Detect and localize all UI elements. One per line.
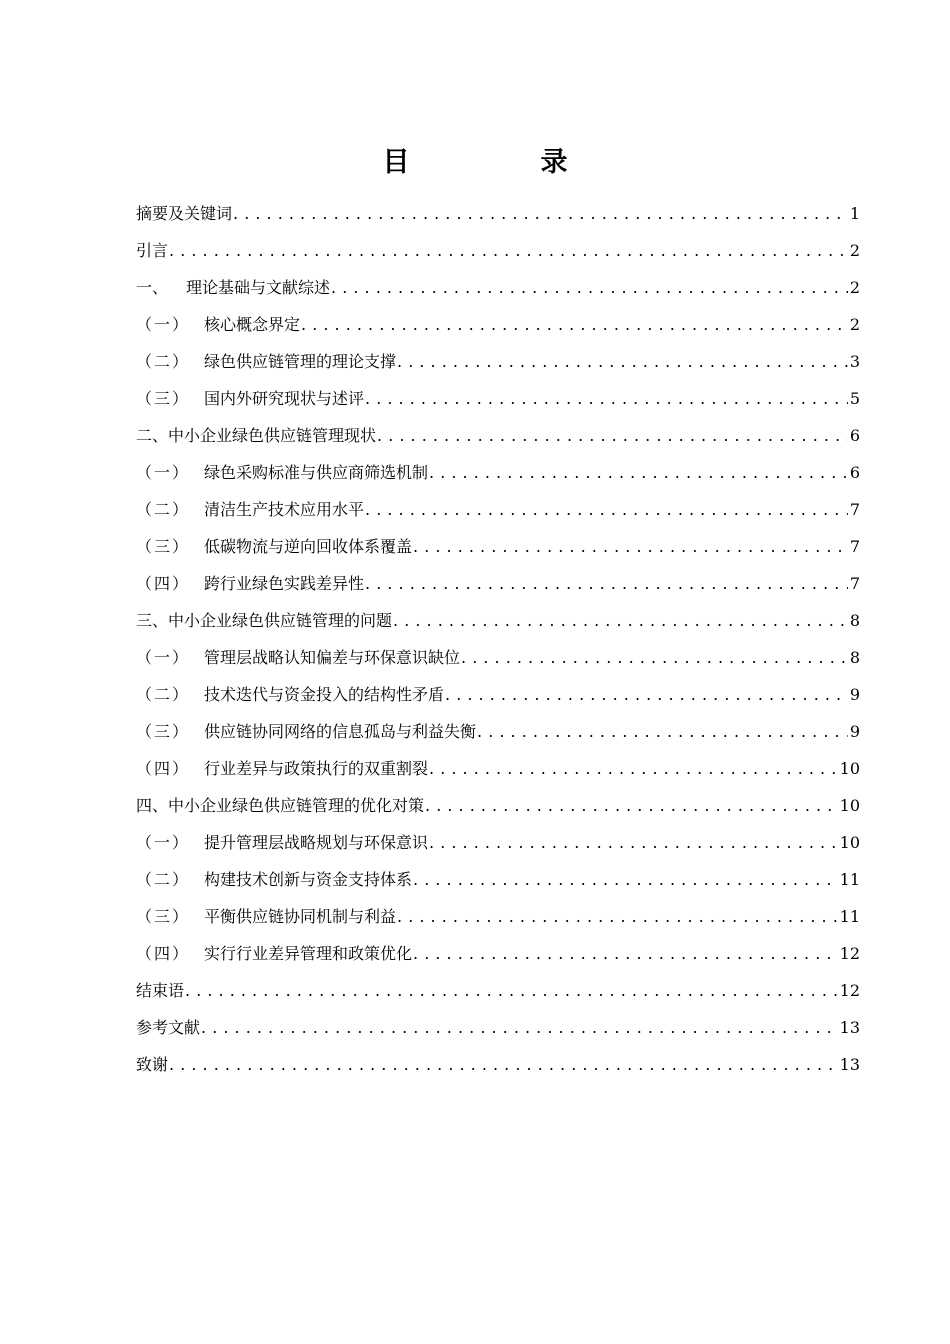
dot-leader [365, 380, 848, 417]
toc-entry-page: 10 [839, 796, 860, 815]
toc-entry-title: 致谢 [136, 1055, 169, 1074]
toc-entry-title: 构建技术创新与资金支持体系 [204, 870, 413, 889]
toc-entry[interactable] [136, 935, 860, 972]
dot-leader [233, 195, 848, 232]
dot-leader [413, 935, 838, 972]
dot-leader [169, 232, 848, 269]
toc-entry-number: （四） [136, 759, 191, 778]
toc-entry-title: 二、中小企业绿色供应链管理现状 [136, 426, 377, 445]
toc-entry-number: （二） [136, 352, 191, 371]
toc-entry-title: 提升管理层战略规划与环保意识 [204, 833, 429, 852]
dot-leader [477, 713, 848, 750]
toc-entry-title: 低碳物流与逆向回收体系覆盖 [204, 537, 413, 556]
toc-entry-title: 引言 [136, 241, 169, 260]
toc-entry[interactable] [136, 269, 860, 306]
toc-entry-title: 结束语 [136, 981, 185, 1000]
toc-entry-title: 实行行业差异管理和政策优化 [204, 944, 413, 963]
dot-leader [413, 528, 848, 565]
table-of-contents [136, 195, 860, 1083]
toc-entry-page: 8 [849, 611, 860, 630]
toc-entry-number: （三） [136, 389, 191, 408]
toc-entry-page: 6 [849, 463, 860, 482]
toc-entry[interactable] [136, 491, 860, 528]
dot-leader [461, 639, 848, 676]
toc-entry[interactable] [136, 713, 860, 750]
toc-entry-title: 理论基础与文献综述 [186, 278, 331, 297]
toc-entry-page: 2 [849, 315, 860, 334]
toc-entry[interactable] [136, 602, 860, 639]
toc-entry[interactable] [136, 195, 860, 232]
dot-leader [429, 454, 848, 491]
dot-leader [429, 824, 838, 861]
dot-leader [393, 602, 848, 639]
dot-leader [413, 861, 838, 898]
toc-entry-title: 技术迭代与资金投入的结构性矛盾 [204, 685, 445, 704]
toc-entry-number: （三） [136, 722, 191, 741]
toc-entry-page: 11 [839, 907, 860, 926]
dot-leader [201, 1009, 838, 1046]
toc-entry-title: 平衡供应链协同机制与利益 [204, 907, 397, 926]
toc-entry[interactable] [136, 898, 860, 935]
toc-entry-page: 12 [839, 981, 860, 1000]
dot-leader [429, 750, 838, 787]
toc-entry-title: 跨行业绿色实践差异性 [204, 574, 365, 593]
toc-entry-page: 3 [849, 352, 860, 371]
dot-leader [445, 676, 848, 713]
toc-entry-page: 13 [839, 1018, 860, 1037]
toc-entry-title: 参考文献 [136, 1018, 201, 1037]
toc-entry[interactable] [136, 1046, 860, 1083]
toc-entry[interactable] [136, 861, 860, 898]
toc-entry-number: （三） [136, 537, 191, 556]
dot-leader [365, 565, 848, 602]
toc-entry-title: 国内外研究现状与述评 [204, 389, 365, 408]
toc-entry[interactable] [136, 1009, 860, 1046]
toc-entry-number: （四） [136, 574, 191, 593]
toc-entry-page: 9 [849, 685, 860, 704]
dot-leader [377, 417, 848, 454]
dot-leader [301, 306, 848, 343]
toc-entry-number: 一、 [136, 278, 169, 297]
toc-entry-page: 2 [849, 278, 860, 297]
toc-entry-title: 清洁生产技术应用水平 [204, 500, 365, 519]
toc-entry-number: （一） [136, 463, 191, 482]
toc-entry-title: 行业差异与政策执行的双重割裂 [204, 759, 429, 778]
dot-leader [397, 898, 838, 935]
toc-entry-page: 2 [849, 241, 860, 260]
toc-entry-page: 10 [839, 759, 860, 778]
toc-entry-page: 10 [839, 833, 860, 852]
toc-entry-page: 5 [849, 389, 860, 408]
toc-entry[interactable] [136, 972, 860, 1009]
toc-entry-page: 1 [849, 204, 860, 223]
toc-entry[interactable] [136, 306, 860, 343]
toc-entry-page: 13 [839, 1055, 860, 1074]
toc-entry[interactable] [136, 343, 860, 380]
toc-entry[interactable] [136, 380, 860, 417]
toc-entry-number: （一） [136, 833, 191, 852]
toc-entry[interactable] [136, 750, 860, 787]
toc-entry[interactable] [136, 528, 860, 565]
toc-entry-title: 四、中小企业绿色供应链管理的优化对策 [136, 796, 425, 815]
toc-entry-number: （四） [136, 944, 191, 963]
toc-entry-page: 7 [849, 574, 860, 593]
toc-entry-page: 12 [839, 944, 860, 963]
toc-entry-title: 摘要及关键词 [136, 204, 233, 223]
toc-entry-number: （二） [136, 870, 191, 889]
toc-entry[interactable] [136, 417, 860, 454]
toc-entry-number: （二） [136, 500, 191, 519]
dot-leader [331, 269, 848, 306]
toc-entry[interactable] [136, 639, 860, 676]
toc-entry-title: 绿色采购标准与供应商筛选机制 [204, 463, 429, 482]
toc-entry[interactable] [136, 454, 860, 491]
toc-entry-title: 供应链协同网络的信息孤岛与利益失衡 [204, 722, 477, 741]
toc-entry-number: （三） [136, 907, 191, 926]
dot-leader [185, 972, 838, 1009]
dot-leader [397, 343, 848, 380]
toc-entry-title: 核心概念界定 [204, 315, 301, 334]
toc-entry[interactable] [136, 565, 860, 602]
dot-leader [365, 491, 848, 528]
toc-entry-title: 三、中小企业绿色供应链管理的问题 [136, 611, 393, 630]
toc-entry[interactable] [136, 824, 860, 861]
toc-entry[interactable] [136, 787, 860, 824]
dot-leader [169, 1046, 838, 1083]
toc-entry-number: （一） [136, 648, 191, 667]
toc-entry-number: （二） [136, 685, 191, 704]
toc-entry[interactable] [136, 676, 860, 713]
toc-entry-title: 管理层战略认知偏差与环保意识缺位 [204, 648, 461, 667]
dot-leader [425, 787, 838, 824]
toc-entry-title: 绿色供应链管理的理论支撑 [204, 352, 397, 371]
toc-entry-page: 11 [839, 870, 860, 889]
toc-entry-number: （一） [136, 315, 191, 334]
toc-entry-page: 6 [849, 426, 860, 445]
toc-entry[interactable] [136, 232, 860, 269]
toc-entry-page: 9 [849, 722, 860, 741]
toc-entry-page: 7 [849, 500, 860, 519]
toc-entry-page: 8 [849, 648, 860, 667]
toc-entry-page: 7 [849, 537, 860, 556]
page-title: 目 录 [382, 147, 620, 178]
